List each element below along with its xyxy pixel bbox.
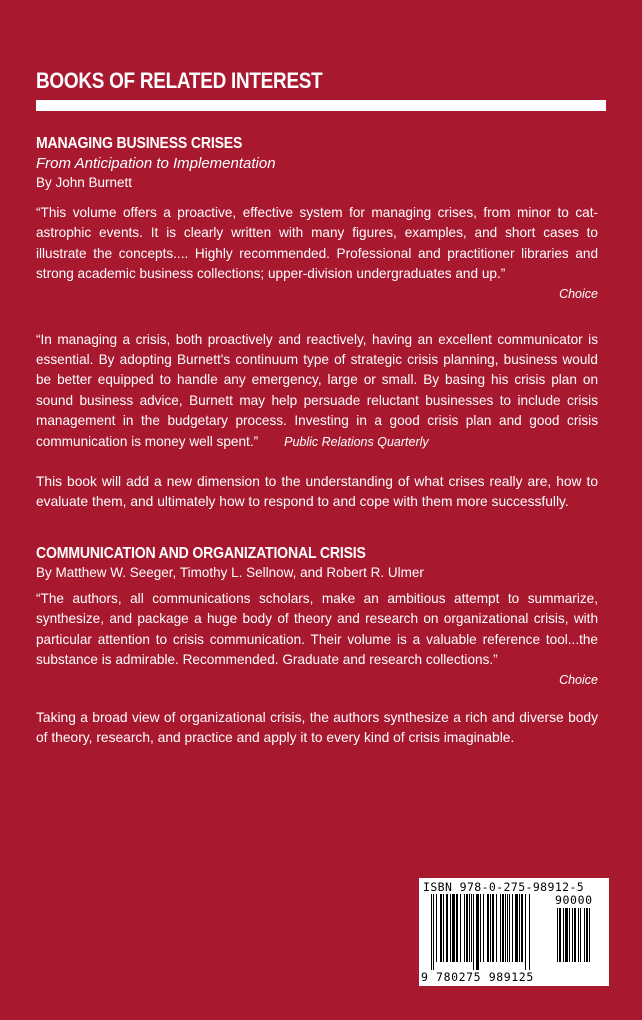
book-description: Taking a broad view of organizational crisis, the authors synthesize a rich and diverse body of theory, research, and practice and apply it to every kind of crisis imaginable.: [36, 709, 598, 745]
barcode-bar: [586, 908, 588, 962]
barcode-bar: [507, 894, 508, 962]
barcode-bar: [525, 894, 526, 970]
price-code: 90000: [555, 893, 593, 907]
barcode-bar: [492, 894, 494, 962]
barcode-bar: [473, 894, 474, 970]
review-source: Public Relations Quarterly: [284, 434, 429, 449]
addon-barcode-bars: [557, 908, 605, 972]
barcode-bar: [436, 894, 437, 962]
barcode-bar: [557, 908, 558, 962]
barcode-bar: [505, 894, 506, 962]
book-entry-communication-and-organizational-crisis: [36, 544, 598, 748]
barcode-bar: [509, 894, 510, 962]
barcode-bar: [431, 894, 432, 970]
barcode-bar: [512, 894, 513, 962]
barcode-bar: [565, 908, 568, 962]
related-books: [36, 134, 598, 748]
book-subtitle: From Anticipation to Implementation: [36, 155, 276, 172]
barcode-bar: [433, 894, 434, 970]
book-author: By Matthew W. Seeger, Timothy L. Sellnow, and Robert R. Ulmer: [36, 564, 424, 580]
ean-digits: 9 780275 989125: [421, 970, 534, 984]
book-title: MANAGING BUSINESS CRISES: [36, 135, 243, 152]
barcode-bar: [469, 894, 470, 962]
barcode-bar: [572, 908, 573, 962]
barcode-bar: [500, 894, 501, 962]
book-entry-managing-business-crises: [36, 134, 598, 513]
barcode-bar: [589, 908, 590, 962]
barcode-bar: [456, 894, 458, 962]
ean-barcode-bars: [431, 894, 551, 974]
barcode-bar: [569, 908, 570, 962]
barcode-bar: [464, 894, 465, 962]
barcode-bar: [574, 908, 576, 962]
barcode-bar: [584, 908, 585, 962]
barcode-bar: [487, 894, 489, 962]
book-description: This book will add a new dimension to the understanding of what crises really are, how to evaluate them, and ultimately how to respond to and cope with them more successfully.: [36, 474, 598, 510]
barcode-bar: [519, 894, 520, 962]
section-heading: BOOKS OF RELATED INTEREST: [36, 68, 323, 93]
barcode-bar: [460, 894, 461, 962]
review-quote: “The authors, all communications scholars, make an ambitious attempt to summarize, synthesize, and package a huge body of theory and research on organizational crisis, with particular attention to crisis communication. Their volume is a valuable reference tool...the substance is admirable. Recommended. Graduate and research collections.”: [36, 590, 598, 668]
barcode-bar: [559, 908, 561, 962]
barcode-bar: [521, 894, 523, 962]
isbn-barcode: [419, 878, 609, 986]
barcode-bar: [483, 894, 484, 962]
barcode-bar: [502, 894, 504, 962]
book-author: By John Burnett: [36, 175, 133, 190]
barcode-bar: [440, 894, 442, 962]
isbn-number: ISBN 978-0-275-98912-5: [423, 880, 585, 894]
barcode-bar: [563, 908, 564, 962]
barcode-bar: [580, 908, 581, 962]
barcode-bar: [578, 908, 579, 962]
barcode-bar: [443, 894, 444, 962]
barcode-bar: [471, 894, 472, 962]
review-source: Choice: [559, 286, 598, 301]
barcode-bar: [515, 894, 518, 962]
book-title: COMMUNICATION AND ORGANIZATIONAL CRISIS: [36, 544, 366, 562]
barcode-bar: [466, 894, 468, 962]
barcode-bar: [480, 894, 481, 962]
barcode-bar: [496, 894, 497, 962]
barcode-bar: [450, 894, 451, 962]
review-text: “In managing a crisis, both proactively and reactively, having an excellent communicator is essential. By adopting Burnett's continuum type of strategic crisis planning, business would be better equipped to handle any emergency, large or small. By basing his crisis plan on sound business advice, Burnett may help persuade reluctant businesses to include crisis management in the budgetary process. Investing in a good crisis plan and good crisis communication is money well spent.”: [36, 331, 598, 449]
barcode-bar: [452, 894, 455, 962]
barcode-bar: [476, 894, 479, 970]
barcode-bar: [446, 894, 448, 962]
heading-rule: [36, 100, 606, 111]
review-quote: [36, 330, 598, 452]
review-source: Choice: [559, 672, 598, 687]
review-quote: “This volume offers a proactive, effective system for managing crises, from minor to cat-astrophic events. It is clearly written with many figures, examples, and short cases to illustrate the concepts.... Highly recommended. Professional and practitioner libraries and strong academic business collections; upper-division undergraduates and up.”: [36, 205, 598, 282]
barcode-bar: [529, 894, 530, 970]
barcode-bar: [490, 894, 491, 962]
